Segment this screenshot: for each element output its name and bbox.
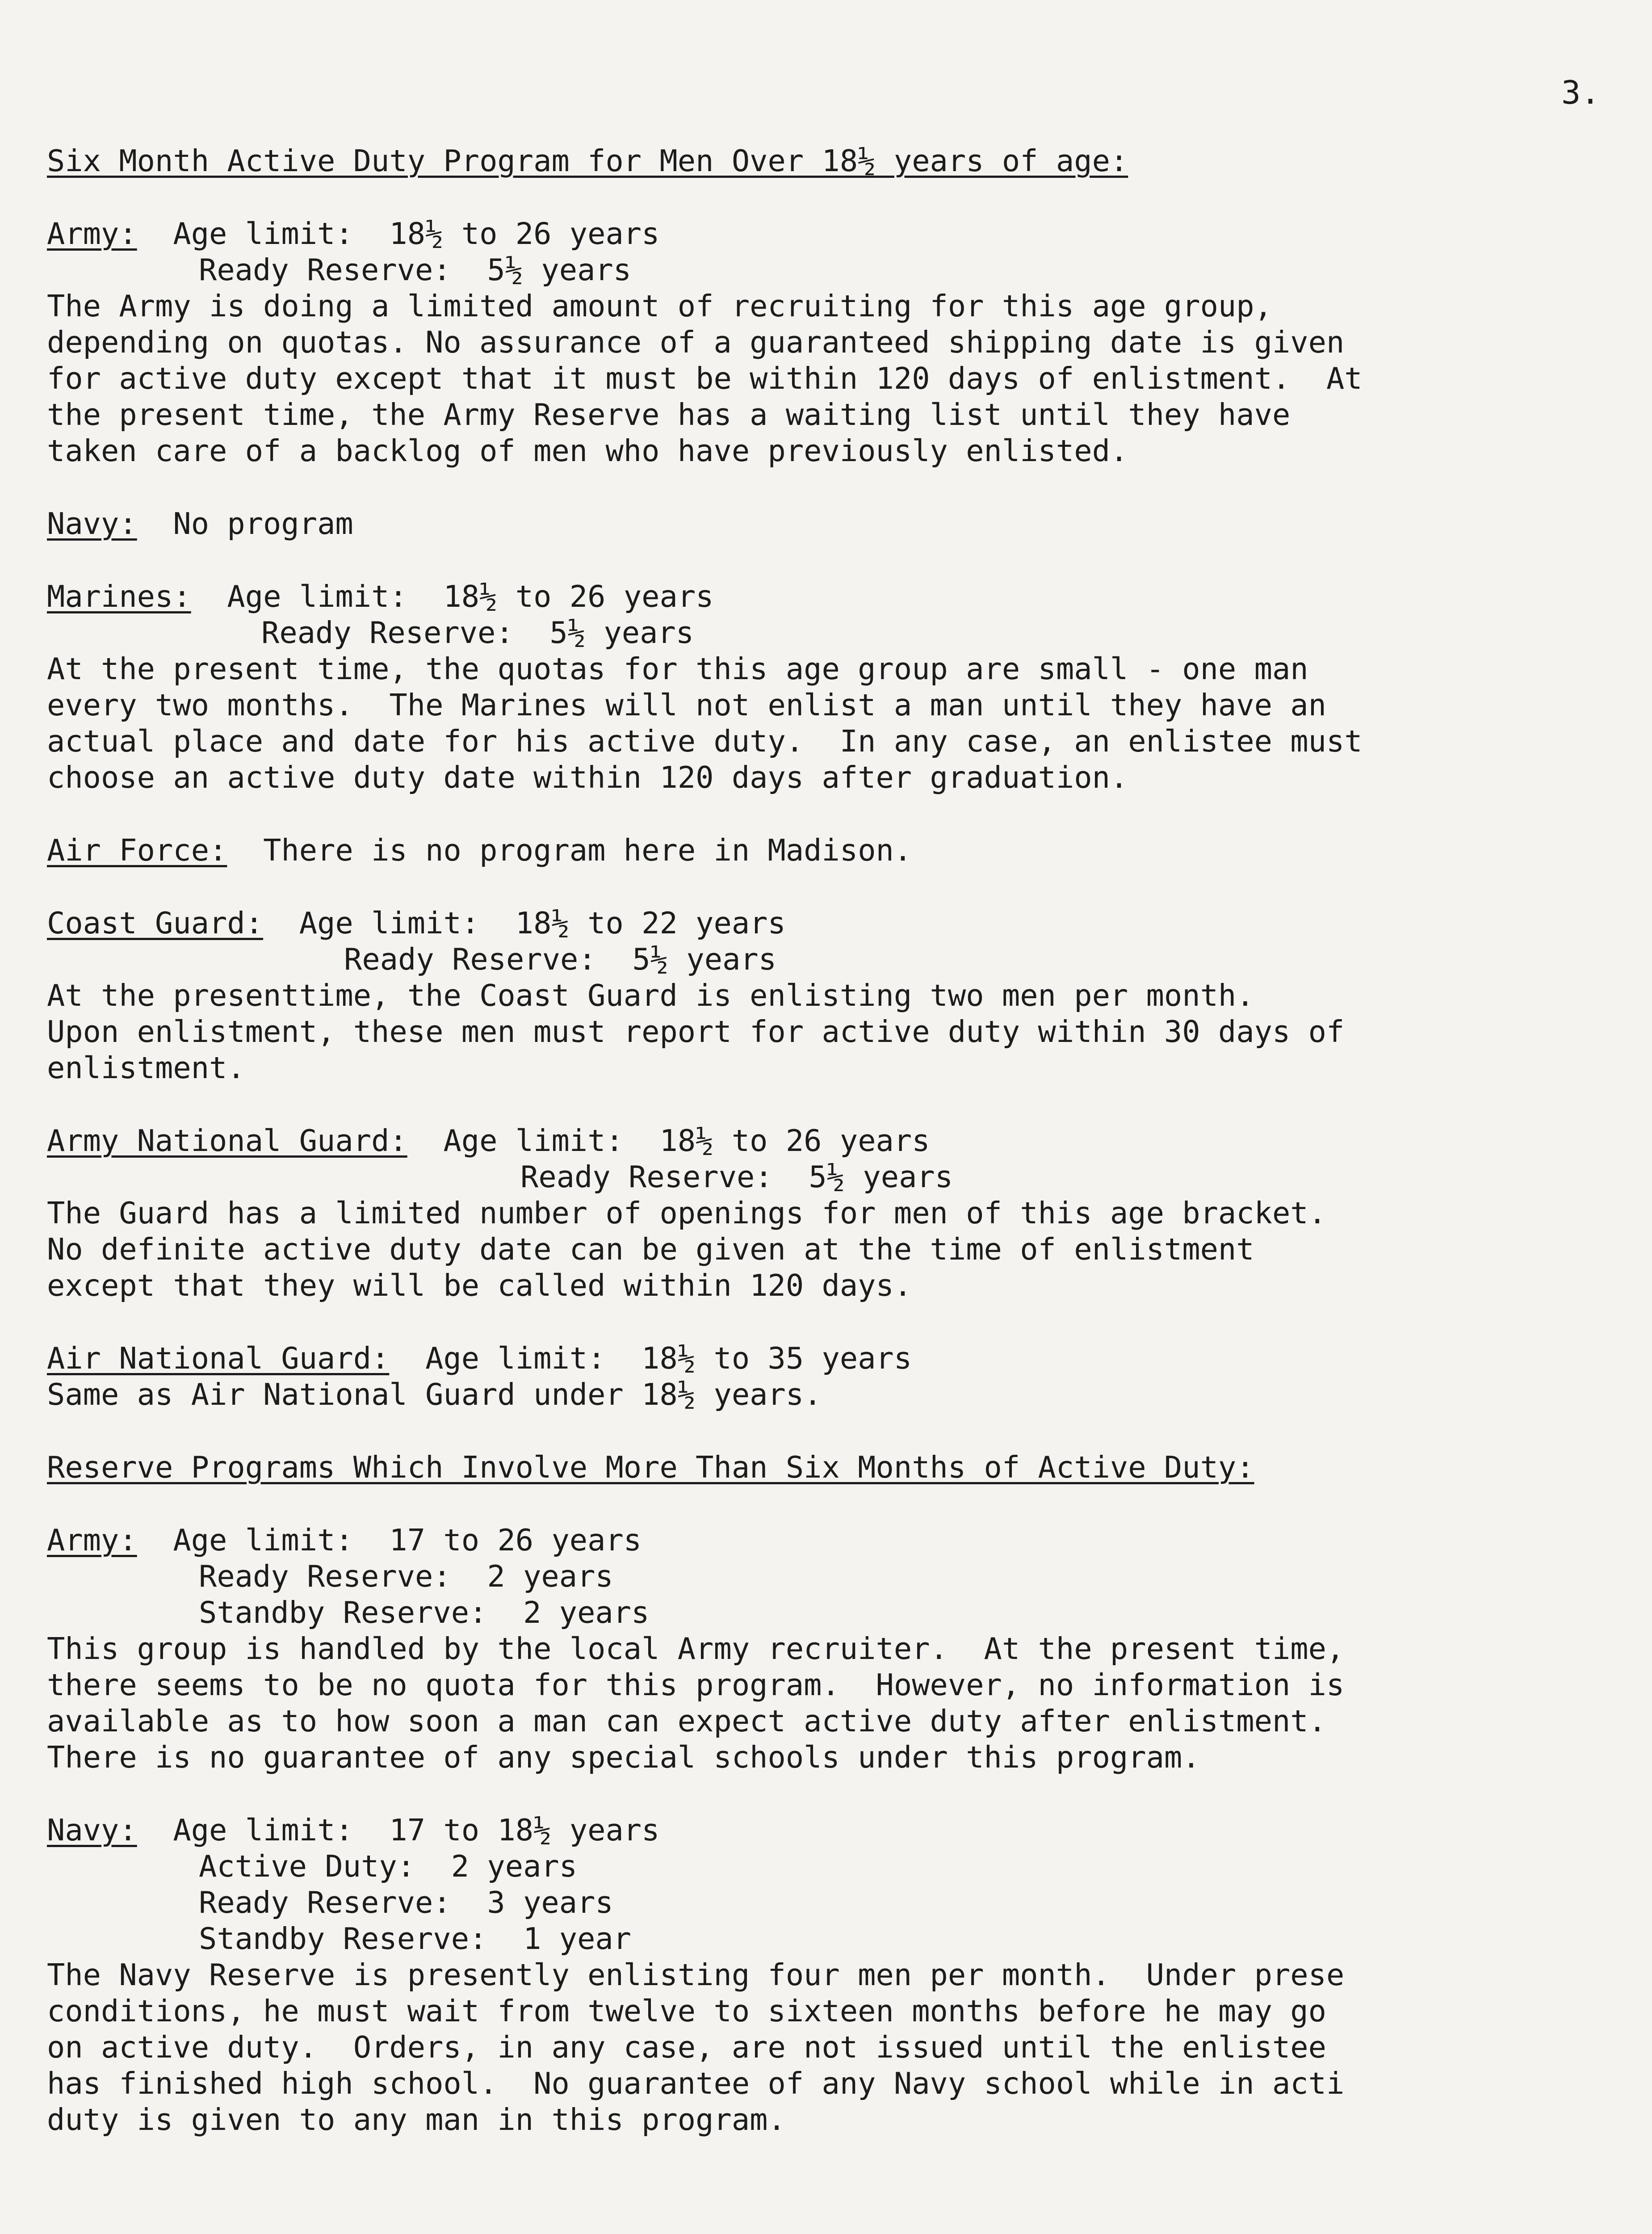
reserve-navy-ready-reserve: Ready Reserve: 3 years (199, 1885, 613, 1920)
coast-guard-text-line: At the presenttime, the Coast Guard is enlisting two men per month. (47, 978, 1254, 1013)
marines-text-line: actual place and date for his active duty. In any case, an enlistee must (47, 724, 1363, 759)
coast-guard-text-line: Upon enlistment, these men must report for active duty within 30 days of (47, 1014, 1345, 1049)
army-text-line: taken care of a backlog of men who have previously enlisted. (47, 433, 1128, 468)
reserve-navy-text-line: on active duty. Orders, in any case, are not issued until the enlistee (47, 2030, 1326, 2065)
reserve-army-text-line: there seems to be no quota for this program. However, no information is (47, 1667, 1345, 1702)
army-national-guard-text-line: The Guard has a limited number of openings for men of this age bracket. (47, 1196, 1326, 1230)
marines-text-line: every two months. The Marines will not enlist a man until they have an (47, 688, 1326, 722)
army-national-guard-ready-reserve: Ready Reserve: 5½ years (520, 1159, 953, 1194)
marines-text-line: At the present time, the quotas for this age group are small - one man (47, 651, 1308, 686)
army-text-line: for active duty except that it must be within 120 days of enlistment. At (47, 361, 1363, 396)
army-national-guard-age-limit: Age limit: 18½ to 26 years (443, 1123, 930, 1158)
reserve-navy-text-line: duty is given to any man in this program. (47, 2102, 786, 2137)
reserve-army-text-line: available as to how soon a man can expect active duty after enlistment. (47, 1704, 1326, 1738)
six-month-air-force-entry (47, 832, 1619, 869)
army-label: Army: (47, 216, 137, 251)
air-force-label: Air Force: (47, 833, 227, 868)
army-ready-reserve: Ready Reserve: 5½ years (199, 252, 632, 287)
marines-label: Marines: (47, 579, 191, 614)
marines-ready-reserve: Ready Reserve: 5½ years (261, 615, 694, 650)
six-month-air-national-guard-entry (47, 1340, 1619, 1413)
reserve-navy-active-duty: Active Duty: 2 years (199, 1849, 578, 1884)
reserve-navy-text-line: The Navy Reserve is presently enlisting four men per month. Under prese (47, 1957, 1345, 1992)
reserve-army-label: Army: (47, 1523, 137, 1558)
air-national-guard-age-limit: Age limit: 18½ to 35 years (425, 1341, 912, 1376)
army-text-line: the present time, the Army Reserve has a waiting list until they have (47, 397, 1291, 432)
reserve-army-text-line: There is no guarantee of any special schools under this program. (47, 1740, 1200, 1775)
reserve-navy-entry (47, 1812, 1619, 2138)
reserve-navy-label: Navy: (47, 1813, 137, 1848)
page-number: 3. (1561, 74, 1600, 111)
army-national-guard-text-line: except that they will be called within 120 days. (47, 1268, 912, 1303)
navy-label: Navy: (47, 506, 137, 541)
navy-text: No program (173, 506, 353, 541)
reserve-army-text-line: This group is handled by the local Army recruiter. At the present time, (47, 1631, 1345, 1666)
air-national-guard-label: Air National Guard: (47, 1341, 390, 1376)
six-month-navy-entry (47, 506, 1619, 542)
reserve-navy-age-limit: Age limit: 17 to 18½ years (173, 1813, 660, 1848)
reserve-army-age-limit: Age limit: 17 to 26 years (173, 1523, 642, 1558)
coast-guard-text-line: enlistment. (47, 1050, 245, 1085)
army-age-limit: Age limit: 18½ to 26 years (173, 216, 660, 251)
coast-guard-age-limit: Age limit: 18½ to 22 years (299, 906, 786, 941)
marines-text-line: choose an active duty date within 120 days after graduation. (47, 760, 1128, 795)
six-month-coast-guard-entry (47, 905, 1619, 1086)
army-text-line: The Army is doing a limited amount of recruiting for this age group, (47, 289, 1272, 323)
reserve-army-standby-reserve: Standby Reserve: 2 years (199, 1595, 650, 1630)
coast-guard-label: Coast Guard: (47, 906, 264, 941)
six-month-army-entry (47, 216, 1619, 469)
reserve-navy-text-line: conditions, he must wait from twelve to sixteen months before he may go (47, 1994, 1326, 2028)
coast-guard-ready-reserve: Ready Reserve: 5½ years (344, 942, 777, 977)
army-national-guard-text-line: No definite active duty date can be given at the time of enlistment (47, 1232, 1254, 1267)
document-body (47, 143, 1619, 2138)
six-month-marines-entry (47, 579, 1619, 796)
air-national-guard-text-line: Same as Air National Guard under 18½ years. (47, 1377, 822, 1412)
section-heading-six-month: Six Month Active Duty Program for Men Over 18½ years of age: (47, 143, 1128, 178)
reserve-navy-standby-reserve: Standby Reserve: 1 year (199, 1921, 632, 1956)
reserve-navy-text-line: has finished high school. No guarantee of any Navy school while in acti (47, 2066, 1345, 2101)
air-force-text: There is no program here in Madison. (263, 833, 912, 868)
section-heading-reserve: Reserve Programs Which Involve More Than Six Months of Active Duty: (47, 1450, 1254, 1485)
reserve-army-entry (47, 1522, 1619, 1776)
army-national-guard-label: Army National Guard: (47, 1123, 407, 1158)
army-text-line: depending on quotas. No assurance of a guaranteed shipping date is given (47, 325, 1345, 360)
six-month-army-national-guard-entry (47, 1123, 1619, 1304)
marines-age-limit: Age limit: 18½ to 26 years (227, 579, 714, 614)
reserve-army-ready-reserve: Ready Reserve: 2 years (199, 1559, 613, 1594)
